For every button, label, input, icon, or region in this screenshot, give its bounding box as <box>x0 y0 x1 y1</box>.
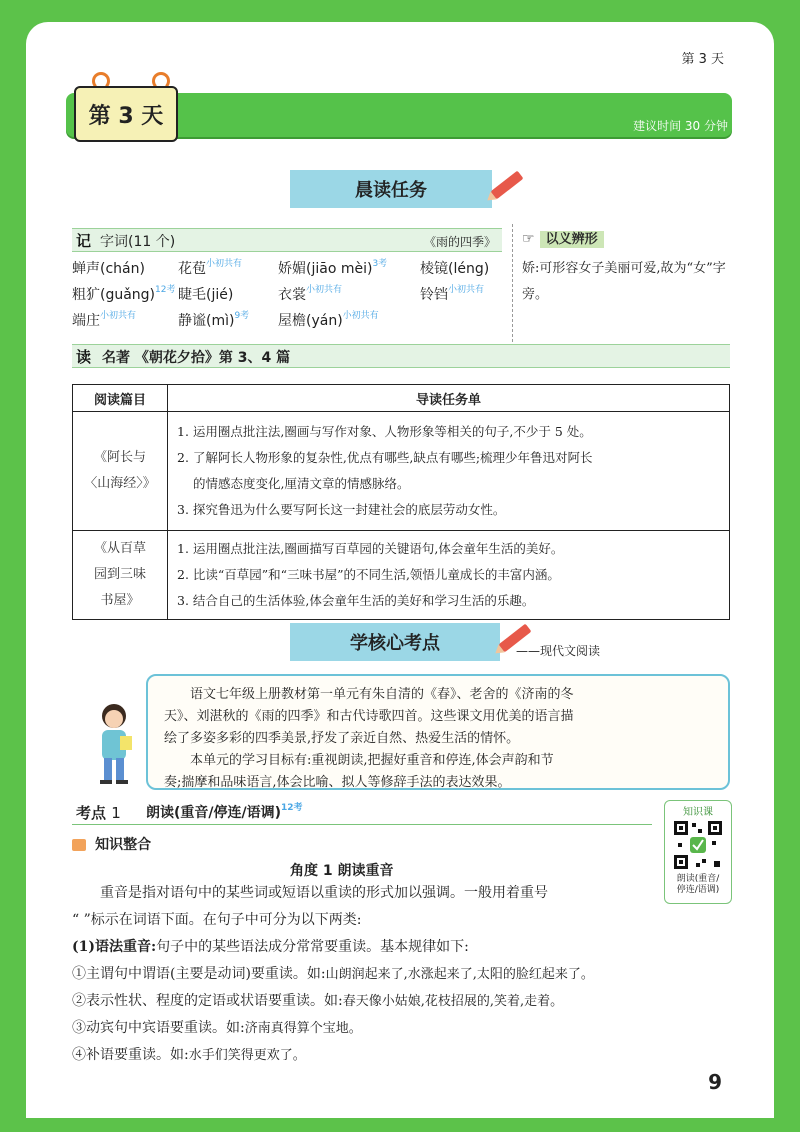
title-line: 《从百草 <box>93 541 146 556</box>
vocab-note: 小初共有 <box>100 311 137 321</box>
vocab-list <box>72 258 512 334</box>
para <box>72 907 672 934</box>
table-header-title: 阅读篇目 <box>73 385 168 412</box>
vocab-word <box>420 284 484 304</box>
table-row <box>73 531 730 620</box>
intro-line: 天》、刘湛秋的《雨的四季》和古代诗歌四首。这些课文用优美的语言描 <box>164 709 574 724</box>
reading-tag: 读 <box>76 348 92 366</box>
rule-example: 济南真得算个宝地。 <box>244 1021 362 1036</box>
core-banner <box>290 623 500 661</box>
vocab-note: 3考 <box>372 259 388 269</box>
intro-text <box>164 684 716 794</box>
table-cell-title <box>73 531 168 620</box>
vocab-note: 小初共有 <box>448 285 485 295</box>
vocab-word <box>278 284 342 304</box>
title-line: 《阿长与 <box>93 450 146 465</box>
vocab-note: 小初共有 <box>206 259 243 269</box>
qr-caption-line: 朗读(重音/ <box>676 874 720 884</box>
rule-text: ③动宾句中宾语要重读。如: <box>72 1020 245 1036</box>
qr-top-label: 知识课 <box>683 807 713 818</box>
vocab-word-text: 棱镜(léng) <box>420 261 490 277</box>
distinguish-text: 娇:可形容女子美丽可爱,故为“女”字旁。 <box>522 261 726 302</box>
integration-title: 知识整合 <box>95 837 152 853</box>
vocab-word <box>420 258 489 278</box>
task-item: 2. 了解阿长人物形象的复杂性,优点有哪些,缺点有哪些;梳理少年鲁迅对阿长 <box>177 450 593 465</box>
teacher-illustration <box>88 700 140 786</box>
distinguish-badge: 以义辨形 <box>540 231 604 248</box>
kaodian-number: 1 <box>111 804 121 822</box>
vocab-note: 9考 <box>234 311 250 321</box>
vocab-title: 字词(11 个) <box>100 234 176 250</box>
rule-item <box>72 988 672 1015</box>
sub-heading-text: 句子中的某些语法成分常常要重读。基本规律如下: <box>156 939 469 955</box>
table-cell-tasks <box>168 531 730 620</box>
kaodian-label <box>76 802 121 823</box>
task-item: 的情感态度变化,厘清文章的情感脉络。 <box>193 476 410 491</box>
vocab-word-text: 睫毛(jié) <box>178 287 234 303</box>
vocab-word-text: 静谧(mì) <box>178 313 235 329</box>
body-text <box>72 880 672 1069</box>
task-item: 1. 运用圈点批注法,圈画与写作对象、人物形象等相关的句子,不少于 5 处。 <box>177 424 592 439</box>
vocab-word <box>278 310 379 330</box>
para: 重音是指对语句中的某些词或短语以重读的形式加以强调。一般用着重号 <box>100 885 548 901</box>
distinguish-header <box>522 228 604 247</box>
title-line: 〈山海经〉》 <box>84 476 156 491</box>
vocab-word-text: 粗犷(guǎng) <box>72 287 156 303</box>
rule-text: ②表示性状、程度的定语或状语要重读。如: <box>72 993 343 1009</box>
qr-code-icon[interactable] <box>672 819 724 871</box>
reading-title: 名著 《朝花夕拾》第 3、4 篇 <box>102 350 291 366</box>
rule-item <box>72 961 672 988</box>
rule-text: ④补语要重读。如: <box>72 1047 189 1063</box>
qr-caption <box>665 874 731 896</box>
vocab-word-text: 端庄 <box>72 313 100 329</box>
morning-task-title: 晨读任务 <box>355 180 427 201</box>
reading-guide-table <box>72 384 730 620</box>
vocab-word <box>278 258 387 278</box>
task-item: 3. 结合自己的生活体验,体会童年生活的美好和学习生活的乐趣。 <box>177 593 535 608</box>
title-line: 书屋》 <box>100 593 140 608</box>
rule-text: ①主谓句中谓语(主要是动词)要重读。如: <box>72 966 326 982</box>
core-title: 学核心考点 <box>350 633 440 654</box>
task-item: 2. 比读“百草园”和“三味书屋”的不同生活,领悟儿童成长的丰富内涵。 <box>177 567 560 582</box>
vocab-word-text: 衣裳 <box>278 287 306 303</box>
intro-line: 语文七年级上册教材第一单元有朱自清的《春》、老舍的《济南的冬 <box>190 687 574 702</box>
intro-line: 奏;揣摩和品味语言,体会比喻、拟人等修辞手法的表达效果。 <box>164 775 511 790</box>
title-line: 园到三味 <box>93 567 146 582</box>
vocab-note: 小初共有 <box>342 311 379 321</box>
vocab-tag: 记 <box>76 232 92 250</box>
vocab-word <box>72 284 175 304</box>
rule-example: 春天像小姑娘,花枝招展的,笑着,走着。 <box>342 994 564 1009</box>
angle-title: 角度 1 朗读重音 <box>290 863 394 879</box>
table-header-tasks: 导读任务单 <box>168 385 730 412</box>
vocab-word-text: 花苞 <box>178 261 206 277</box>
vocab-word-text: 屋檐(yán) <box>278 313 343 329</box>
table-row <box>73 412 730 531</box>
sub-heading-label: (1)语法重音: <box>72 939 157 955</box>
hand-icon: ☞ <box>522 231 535 247</box>
intro-box <box>146 674 730 790</box>
morning-task-banner <box>290 170 492 208</box>
sub-heading <box>72 934 672 961</box>
core-subtitle: ——现代文阅读 <box>516 644 601 658</box>
rule-item <box>72 1015 672 1042</box>
table-cell-title <box>73 412 168 531</box>
divider <box>512 224 513 342</box>
vocab-source: 《雨的四季》 <box>424 235 497 249</box>
rule-item <box>72 1042 672 1069</box>
kaodian-word: 考点 <box>76 804 107 822</box>
vocab-word-text: 铃铛 <box>420 287 448 303</box>
vocab-note: 12考 <box>155 285 176 295</box>
integration-header <box>72 834 151 854</box>
corner-day-label: 第 3 天 <box>681 52 724 67</box>
vocab-word <box>178 310 249 330</box>
intro-line: 本单元的学习目标有:重视朗读,把握好重音和停连,体会声韵和节 <box>190 753 554 768</box>
vocab-note: 小初共有 <box>306 285 343 295</box>
rule-example: 水手们笑得更欢了。 <box>188 1048 306 1063</box>
vocab-word <box>72 310 136 330</box>
page-number: 9 <box>708 1070 722 1094</box>
vocab-word <box>72 258 145 278</box>
vocab-word-text: 娇媚(jiāo mèi) <box>278 261 373 277</box>
table-cell-tasks <box>168 412 730 531</box>
task-item: 3. 探究鲁迅为什么要写阿长这一封建社会的底层劳动女性。 <box>177 502 506 517</box>
intro-line: 绘了多姿多彩的四季美景,抒发了亲近自然、热爱生活的情怀。 <box>164 731 520 746</box>
book-icon <box>72 839 86 851</box>
task-item: 1. 运用圈点批注法,圈画描写百草园的关键语句,体会童年生活的美好。 <box>177 541 564 556</box>
vocab-word-text: 蝉声(chán) <box>72 261 145 277</box>
day-title: 第 3 天 <box>74 86 178 142</box>
qr-caption-line: 停连/语调) <box>676 885 720 895</box>
suggested-time: 建议时间 30 分钟 <box>633 119 728 133</box>
rule-example: 山朗润起来了,水涨起来了,太阳的脸红起来了。 <box>325 967 594 982</box>
kaodian-title-text: 朗读(重音/停连/语调) <box>146 805 282 821</box>
qr-card[interactable] <box>664 800 732 904</box>
vocab-word <box>178 284 233 304</box>
vocab-word <box>178 258 242 278</box>
kaodian-note: 12考 <box>281 803 303 813</box>
para-text: “ ”标示在词语下面。在句子中可分为以下两类: <box>72 912 362 928</box>
kaodian-title <box>146 802 303 822</box>
